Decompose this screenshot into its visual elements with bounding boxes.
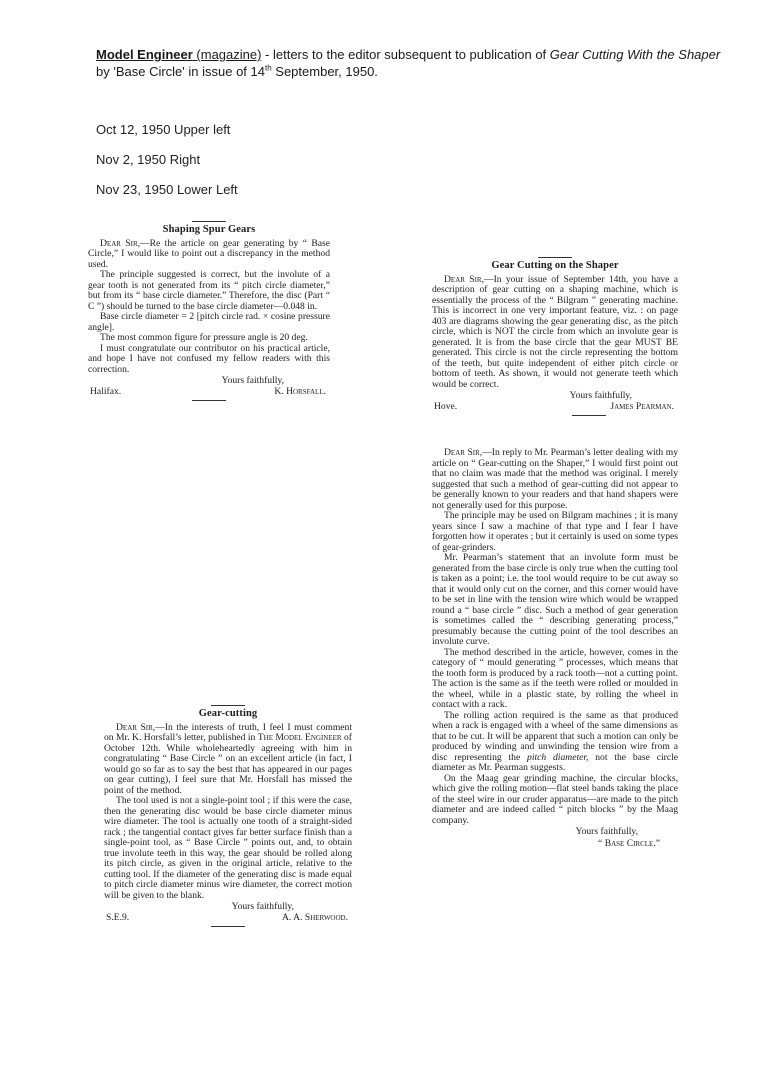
dates-list — [96, 122, 238, 212]
signature: James Pearman. — [610, 400, 674, 412]
header-text-1: - letters to the editor subsequent to publication of — [261, 47, 550, 62]
letter-paragraph: The method described in the article, however, comes in the category of “ mould generating ” processes, which means that the tooth form is produced by a rack tooth—not a cutting point. The action is the same as if the teeth were rolled or moulded in the wheel, while in a plastic state, by rolling the wheel in contact with a rack. — [432, 646, 678, 710]
date-entry: Oct 12, 1950 Upper left — [96, 122, 231, 137]
letter-paragraph: The principle may be used on Bilgram machines ; it is many years since I saw a machine of that type and I fear I have forgotten how it operates ; but it certainly is used on some types of gear-grinders. — [432, 510, 678, 553]
closing: Yours faithfully, — [231, 901, 294, 912]
magazine-paren: (magazine) — [192, 47, 262, 62]
magazine-reference: The Model Engineer — [257, 732, 342, 743]
header-superscript: th — [265, 63, 272, 73]
letter-pearman — [432, 257, 678, 416]
date-entry: Nov 23, 1950 Lower Left — [96, 182, 238, 197]
letter-paragraph: Base circle diameter = 2 [pitch circle rad. × cosine pressure angle]. — [88, 311, 330, 333]
letter-base-circle — [432, 448, 678, 849]
document-header — [96, 46, 746, 80]
letter-title: Gear Cutting on the Shaper — [491, 260, 619, 271]
date-entry: Nov 2, 1950 Right — [96, 152, 201, 167]
signature-row — [432, 402, 678, 413]
salutation: Dear Sir, — [100, 237, 141, 249]
letter-sherwood — [104, 705, 352, 927]
letter-title: Gear-cutting — [198, 708, 258, 719]
letter-paragraph: Dear Sir,—In the interests of truth, I feel I must comment on Mr. K. Horsfall’s letter, published in The Model Engineer of October 12th. While wholeheartedly agreeing with him in congratulating “ Base Circle ” on an excellent article (in fact, I would go so far as to say the best that has appeared in our pages on gear cutting), I feel sure that Mr. Horsfall has missed the point of the method. — [104, 721, 353, 796]
letter-paragraph: I must congratulate our contributor on his practical article, and hope I have not confused my fellow readers with this correction. — [88, 342, 330, 375]
divider — [211, 705, 245, 706]
letter-paragraph: The rolling action required is the same as that produced when a rack is engaged with a wheel of the same dimensions as that to be cut. It will be apparent that such a motion can only be produced by winding and unwinding the tension wire from a disc representing the pitch diameter, not the base circle diameter as Mr. Pearman suggests. — [432, 709, 678, 773]
divider — [211, 926, 245, 927]
magazine-name: Model Engineer — [96, 47, 193, 62]
divider — [538, 257, 572, 258]
letter-paragraph: Dear Sir,—Re the article on gear generating by “ Base Circle,” I would like to point out a discrepancy in the method used. — [88, 237, 330, 270]
signature-row — [104, 913, 352, 924]
signature-row — [88, 387, 330, 398]
place: Halifax. — [90, 385, 122, 397]
emphasis: pitch diameter, — [527, 751, 589, 763]
salutation: Dear Sir, — [444, 273, 484, 285]
divider — [572, 415, 606, 416]
closing: Yours faithfully, — [221, 375, 284, 386]
closing: Yours faithfully, — [569, 390, 632, 401]
divider — [192, 400, 226, 401]
letter-paragraph: Dear Sir,—In your issue of September 14th, you have a description of gear cutting on a shaping machine, which is essentially the process of the “ Bilgram ” generating machine. This is incorrect in one very important feature, viz. : on page 403 are diagrams showing the gear generating disc, as the pitch circle, which is NOT the circle from which an involute gear is generated. It is from the base circle that the gear MUST BE generated. This circle is not the circle representing the bottom of the teeth, but quite independent of either pitch circle or bottom of teeth. As shown, it would not generate teeth which would be correct. — [432, 273, 678, 390]
article-title: Gear Cutting With the Shaper — [549, 47, 721, 62]
salutation: Dear Sir, — [444, 447, 483, 458]
letter-title: Shaping Spur Gears — [162, 224, 256, 235]
letter-horsfall — [88, 221, 330, 401]
closing: Yours faithfully, — [575, 826, 638, 837]
letter-paragraph: The principle suggested is correct, but the involute of a gear tooth is not generated from its “ pitch circle diameter,” but from its “ base circle diameter.” Therefore, the disc (Part “ C ”) should be turned to the base circle diameter—0.048 in. — [88, 269, 330, 312]
place: Hove. — [434, 400, 458, 412]
salutation: Dear Sir, — [116, 721, 156, 733]
header-text-2: by 'Base Circle' in issue of 14 — [96, 64, 265, 79]
signature: “ Base Circle.” — [598, 837, 660, 849]
letter-paragraph: The tool used is not a single-point tool ; if this were the case, then the generating disc would be base circle diameter minus wire diameter. The tool is actually one tooth of a straight-sided rack ; the tangential contact gives far better surface finish than a single-point tool, as “ Base Circle ” points out, and, to obtain true involute teeth in this way, the gear should be rolled along its pitch circle, as given in the original article, relative to the cutting tool. If the diameter of the generating disc is made equal to pitch circle diameter minus wire diameter, the correct motion will be given to the blank. — [104, 795, 352, 901]
header-text-3: September, 1950. — [271, 64, 378, 79]
place: S.E.9. — [106, 911, 130, 923]
letter-paragraph: Mr. Pearman’s statement that an involute form must be generated from the base circle is only true when the cutting tool is taken as a point; i.e. the tool would require to be cut away so that it would only cut on the corner, and this corner would have to be set in line with the tension wire which would be wrapped round a “ base circle ” disc. Such a method of gear generation is sometimes called the “ describing generating process,” presumably because the cutting point of the tool describes an involute curve. — [432, 552, 678, 647]
signature: A. A. Sherwood. — [281, 911, 348, 923]
divider — [192, 221, 226, 222]
letter-paragraph: Dear Sir,—In reply to Mr. Pearman’s letter dealing with my article on “ Gear-cutting on the Shaper,” I would first point out that no claim was made that the method was original. I merely suggested that such a method of gear-cutting did not appear to be generally known to your readers and that hand shapers were not generally used for this purpose. — [432, 447, 679, 511]
letter-paragraph: On the Maag gear grinding machine, the circular blocks, which give the rolling motion—flat steel bands taking the place of the steel wire in our cruder apparatus—are made to the pitch diameter and are indeed called “ pitch blocks ” by the Maag company. — [432, 772, 678, 826]
letter-paragraph: The most common figure for pressure angle is 20 deg. — [100, 332, 308, 343]
signature: K. Horsfall. — [274, 385, 326, 397]
